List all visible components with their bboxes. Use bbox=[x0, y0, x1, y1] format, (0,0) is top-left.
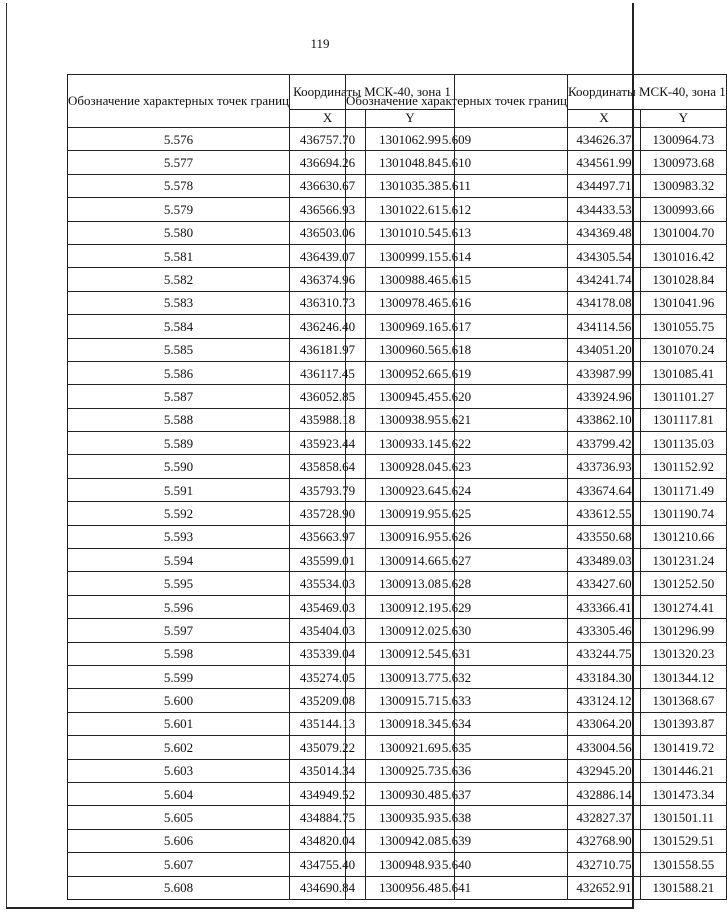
point-id-cell: 5.614 bbox=[346, 244, 568, 267]
point-id-cell: 5.638 bbox=[346, 806, 568, 829]
point-id-cell: 5.623 bbox=[346, 455, 568, 478]
x-coordinate-cell: 435923.44 bbox=[290, 432, 366, 455]
x-coordinate-cell: 433550.68 bbox=[568, 525, 641, 548]
y-coordinate-cell: 1300978.46 bbox=[366, 291, 455, 314]
x-coordinate-cell: 436052.85 bbox=[290, 385, 366, 408]
y-coordinate-cell: 1301501.11 bbox=[640, 806, 726, 829]
y-coordinate-cell: 1301446.21 bbox=[640, 759, 726, 782]
x-coordinate-cell: 436757.70 bbox=[290, 128, 366, 151]
point-id-cell: 5.593 bbox=[68, 525, 290, 548]
x-coordinate-cell: 435144.13 bbox=[290, 712, 366, 735]
table-row bbox=[346, 619, 727, 642]
table-row bbox=[346, 268, 727, 291]
x-coordinate-cell: 435663.97 bbox=[290, 525, 366, 548]
point-id-cell: 5.590 bbox=[68, 455, 290, 478]
point-id-cell: 5.604 bbox=[68, 782, 290, 805]
y-coordinate-cell: 1301210.66 bbox=[640, 525, 726, 548]
x-coordinate-cell: 435988.18 bbox=[290, 408, 366, 431]
y-coordinate-cell: 1300923.64 bbox=[366, 478, 455, 501]
y-coordinate-cell: 1300918.34 bbox=[366, 712, 455, 735]
x-coordinate-cell: 433489.03 bbox=[568, 549, 641, 572]
x-coordinate-cell: 432827.37 bbox=[568, 806, 641, 829]
y-coordinate-cell: 1300915.71 bbox=[366, 689, 455, 712]
x-coordinate-cell: 432652.91 bbox=[568, 876, 641, 899]
y-coordinate-cell: 1300973.68 bbox=[640, 151, 726, 174]
point-id-cell: 5.584 bbox=[68, 315, 290, 338]
y-coordinate-cell: 1301041.96 bbox=[640, 291, 726, 314]
x-coordinate-cell: 435793.79 bbox=[290, 478, 366, 501]
designation-header: Обозначение характерных точек границ bbox=[68, 75, 290, 128]
point-id-cell: 5.632 bbox=[346, 665, 568, 688]
x-coordinate-cell: 432768.90 bbox=[568, 829, 641, 852]
y-coordinate-cell: 1300933.14 bbox=[366, 432, 455, 455]
y-coordinate-cell: 1301393.87 bbox=[640, 712, 726, 735]
x-coordinate-cell: 432945.20 bbox=[568, 759, 641, 782]
point-id-cell: 5.580 bbox=[68, 221, 290, 244]
x-coordinate-cell: 433862.10 bbox=[568, 408, 641, 431]
x-coordinate-cell: 433799.42 bbox=[568, 432, 641, 455]
y-coordinate-cell: 1301588.21 bbox=[640, 876, 726, 899]
x-coordinate-cell: 435079.22 bbox=[290, 736, 366, 759]
point-id-cell: 5.589 bbox=[68, 432, 290, 455]
y-coordinate-cell: 1300912.02 bbox=[366, 619, 455, 642]
point-id-cell: 5.621 bbox=[346, 408, 568, 431]
x-coordinate-cell: 435534.03 bbox=[290, 572, 366, 595]
x-coordinate-cell: 433612.55 bbox=[568, 502, 641, 525]
table-row bbox=[346, 244, 727, 267]
x-coordinate-cell: 433244.75 bbox=[568, 642, 641, 665]
y-coordinate-cell: 1301344.12 bbox=[640, 665, 726, 688]
y-coordinate-cell: 1301419.72 bbox=[640, 736, 726, 759]
y-coordinate-cell: 1301028.84 bbox=[640, 268, 726, 291]
point-id-cell: 5.578 bbox=[68, 174, 290, 197]
point-id-cell: 5.641 bbox=[346, 876, 568, 899]
y-coordinate-cell: 1300999.15 bbox=[366, 244, 455, 267]
point-id-cell: 5.583 bbox=[68, 291, 290, 314]
point-id-cell: 5.599 bbox=[68, 665, 290, 688]
y-column-header: Y bbox=[640, 110, 726, 128]
x-coordinate-cell: 436117.45 bbox=[290, 361, 366, 384]
point-id-cell: 5.587 bbox=[68, 385, 290, 408]
coordinates-header: Координаты МСК-40, зона 1 bbox=[290, 75, 455, 110]
point-id-cell: 5.582 bbox=[68, 268, 290, 291]
x-coordinate-cell: 436694.26 bbox=[290, 151, 366, 174]
table-row bbox=[346, 291, 727, 314]
x-coordinate-cell: 434051.20 bbox=[568, 338, 641, 361]
x-coordinate-cell: 435404.03 bbox=[290, 619, 366, 642]
y-coordinate-cell: 1301296.99 bbox=[640, 619, 726, 642]
y-coordinate-cell: 1300969.16 bbox=[366, 315, 455, 338]
table-row bbox=[346, 525, 727, 548]
point-id-cell: 5.610 bbox=[346, 151, 568, 174]
point-id-cell: 5.640 bbox=[346, 853, 568, 876]
y-coordinate-cell: 1300921.69 bbox=[366, 736, 455, 759]
point-id-cell: 5.607 bbox=[68, 853, 290, 876]
point-id-cell: 5.600 bbox=[68, 689, 290, 712]
x-coordinate-cell: 435599.01 bbox=[290, 549, 366, 572]
y-coordinate-cell: 1301558.55 bbox=[640, 853, 726, 876]
y-coordinate-cell: 1301152.92 bbox=[640, 455, 726, 478]
table-row bbox=[346, 595, 727, 618]
table-row bbox=[346, 361, 727, 384]
x-coordinate-cell: 434433.53 bbox=[568, 198, 641, 221]
x-coordinate-cell: 434755.40 bbox=[290, 853, 366, 876]
table-row bbox=[346, 408, 727, 431]
x-coordinate-cell: 435274.05 bbox=[290, 665, 366, 688]
designation-header: Обозначение характерных точек границ bbox=[346, 75, 568, 128]
y-coordinate-cell: 1300988.46 bbox=[366, 268, 455, 291]
x-coordinate-cell: 433736.93 bbox=[568, 455, 641, 478]
point-id-cell: 5.620 bbox=[346, 385, 568, 408]
table-body bbox=[346, 128, 727, 900]
y-coordinate-cell: 1300942.08 bbox=[366, 829, 455, 852]
table-row bbox=[346, 759, 727, 782]
x-coordinate-cell: 435339.04 bbox=[290, 642, 366, 665]
point-id-cell: 5.594 bbox=[68, 549, 290, 572]
x-coordinate-cell: 433427.60 bbox=[568, 572, 641, 595]
table-row bbox=[346, 128, 727, 151]
x-coordinate-cell: 435209.08 bbox=[290, 689, 366, 712]
coordinates-table-right bbox=[345, 74, 727, 900]
y-coordinate-cell: 1300912.19 bbox=[366, 595, 455, 618]
point-id-cell: 5.603 bbox=[68, 759, 290, 782]
x-coordinate-cell: 436503.06 bbox=[290, 221, 366, 244]
y-coordinate-cell: 1300956.48 bbox=[366, 876, 455, 899]
y-column-header: Y bbox=[366, 110, 455, 128]
point-id-cell: 5.581 bbox=[68, 244, 290, 267]
y-coordinate-cell: 1301010.54 bbox=[366, 221, 455, 244]
x-coordinate-cell: 433674.64 bbox=[568, 478, 641, 501]
point-id-cell: 5.579 bbox=[68, 198, 290, 221]
y-coordinate-cell: 1301022.61 bbox=[366, 198, 455, 221]
y-coordinate-cell: 1301062.99 bbox=[366, 128, 455, 151]
y-coordinate-cell: 1301529.51 bbox=[640, 829, 726, 852]
point-id-cell: 5.636 bbox=[346, 759, 568, 782]
table-row bbox=[346, 174, 727, 197]
table-row bbox=[346, 736, 727, 759]
point-id-cell: 5.629 bbox=[346, 595, 568, 618]
y-coordinate-cell: 1300913.08 bbox=[366, 572, 455, 595]
y-coordinate-cell: 1301320.23 bbox=[640, 642, 726, 665]
y-coordinate-cell: 1301016.42 bbox=[640, 244, 726, 267]
table-row bbox=[346, 665, 727, 688]
table-row bbox=[346, 315, 727, 338]
x-coordinate-cell: 434820.04 bbox=[290, 829, 366, 852]
point-id-cell: 5.618 bbox=[346, 338, 568, 361]
table-row bbox=[346, 198, 727, 221]
y-coordinate-cell: 1300935.93 bbox=[366, 806, 455, 829]
point-id-cell: 5.617 bbox=[346, 315, 568, 338]
point-id-cell: 5.585 bbox=[68, 338, 290, 361]
y-coordinate-cell: 1300993.66 bbox=[640, 198, 726, 221]
point-id-cell: 5.598 bbox=[68, 642, 290, 665]
point-id-cell: 5.586 bbox=[68, 361, 290, 384]
y-coordinate-cell: 1300912.54 bbox=[366, 642, 455, 665]
point-id-cell: 5.627 bbox=[346, 549, 568, 572]
point-id-cell: 5.619 bbox=[346, 361, 568, 384]
point-id-cell: 5.624 bbox=[346, 478, 568, 501]
table-row bbox=[346, 782, 727, 805]
x-coordinate-cell: 433924.96 bbox=[568, 385, 641, 408]
y-coordinate-cell: 1301135.03 bbox=[640, 432, 726, 455]
point-id-cell: 5.605 bbox=[68, 806, 290, 829]
table-row bbox=[346, 829, 727, 852]
table-row bbox=[346, 455, 727, 478]
x-column-header: X bbox=[568, 110, 641, 128]
point-id-cell: 5.626 bbox=[346, 525, 568, 548]
point-id-cell: 5.628 bbox=[346, 572, 568, 595]
y-coordinate-cell: 1301085.41 bbox=[640, 361, 726, 384]
point-id-cell: 5.613 bbox=[346, 221, 568, 244]
y-coordinate-cell: 1300914.66 bbox=[366, 549, 455, 572]
point-id-cell: 5.631 bbox=[346, 642, 568, 665]
coordinates-header: Координаты МСК-40, зона 1 bbox=[568, 75, 727, 110]
point-id-cell: 5.602 bbox=[68, 736, 290, 759]
x-column-header: X bbox=[290, 110, 366, 128]
x-coordinate-cell: 436181.97 bbox=[290, 338, 366, 361]
point-id-cell: 5.576 bbox=[68, 128, 290, 151]
y-coordinate-cell: 1301048.84 bbox=[366, 151, 455, 174]
page-number: 119 bbox=[310, 36, 330, 51]
x-coordinate-cell: 434561.99 bbox=[568, 151, 641, 174]
y-coordinate-cell: 1300952.66 bbox=[366, 361, 455, 384]
table-row bbox=[346, 151, 727, 174]
x-coordinate-cell: 434884.75 bbox=[290, 806, 366, 829]
point-id-cell: 5.611 bbox=[346, 174, 568, 197]
point-id-cell: 5.634 bbox=[346, 712, 568, 735]
point-id-cell: 5.592 bbox=[68, 502, 290, 525]
y-coordinate-cell: 1300919.95 bbox=[366, 502, 455, 525]
x-coordinate-cell: 433305.46 bbox=[568, 619, 641, 642]
x-coordinate-cell: 436566.93 bbox=[290, 198, 366, 221]
point-id-cell: 5.606 bbox=[68, 829, 290, 852]
point-id-cell: 5.601 bbox=[68, 712, 290, 735]
x-coordinate-cell: 432886.14 bbox=[568, 782, 641, 805]
y-coordinate-cell: 1301190.74 bbox=[640, 502, 726, 525]
x-coordinate-cell: 434114.56 bbox=[568, 315, 641, 338]
point-id-cell: 5.612 bbox=[346, 198, 568, 221]
y-coordinate-cell: 1301055.75 bbox=[640, 315, 726, 338]
x-coordinate-cell: 435728.90 bbox=[290, 502, 366, 525]
y-coordinate-cell: 1300913.77 bbox=[366, 665, 455, 688]
point-id-cell: 5.608 bbox=[68, 876, 290, 899]
point-id-cell: 5.639 bbox=[346, 829, 568, 852]
point-id-cell: 5.630 bbox=[346, 619, 568, 642]
table-row bbox=[346, 642, 727, 665]
y-coordinate-cell: 1301274.41 bbox=[640, 595, 726, 618]
table-row bbox=[346, 689, 727, 712]
table-row bbox=[346, 385, 727, 408]
x-coordinate-cell: 433184.30 bbox=[568, 665, 641, 688]
table-row bbox=[346, 338, 727, 361]
y-coordinate-cell: 1300945.45 bbox=[366, 385, 455, 408]
y-coordinate-cell: 1301171.49 bbox=[640, 478, 726, 501]
y-coordinate-cell: 1300930.48 bbox=[366, 782, 455, 805]
point-id-cell: 5.615 bbox=[346, 268, 568, 291]
x-coordinate-cell: 432710.75 bbox=[568, 853, 641, 876]
x-coordinate-cell: 434305.54 bbox=[568, 244, 641, 267]
y-coordinate-cell: 1301101.27 bbox=[640, 385, 726, 408]
x-coordinate-cell: 433064.20 bbox=[568, 712, 641, 735]
y-coordinate-cell: 1300925.73 bbox=[366, 759, 455, 782]
y-coordinate-cell: 1300916.95 bbox=[366, 525, 455, 548]
x-coordinate-cell: 434626.37 bbox=[568, 128, 641, 151]
y-coordinate-cell: 1300983.32 bbox=[640, 174, 726, 197]
point-id-cell: 5.633 bbox=[346, 689, 568, 712]
point-id-cell: 5.637 bbox=[346, 782, 568, 805]
x-coordinate-cell: 433004.56 bbox=[568, 736, 641, 759]
x-coordinate-cell: 436630.67 bbox=[290, 174, 366, 197]
x-coordinate-cell: 435469.03 bbox=[290, 595, 366, 618]
y-coordinate-cell: 1300964.73 bbox=[640, 128, 726, 151]
table-row bbox=[346, 432, 727, 455]
x-coordinate-cell: 436439.07 bbox=[290, 244, 366, 267]
x-coordinate-cell: 433987.99 bbox=[568, 361, 641, 384]
point-id-cell: 5.591 bbox=[68, 478, 290, 501]
table-row bbox=[346, 221, 727, 244]
y-coordinate-cell: 1301070.24 bbox=[640, 338, 726, 361]
point-id-cell: 5.609 bbox=[346, 128, 568, 151]
table-row bbox=[346, 853, 727, 876]
point-id-cell: 5.635 bbox=[346, 736, 568, 759]
y-coordinate-cell: 1301231.24 bbox=[640, 549, 726, 572]
y-coordinate-cell: 1300928.04 bbox=[366, 455, 455, 478]
point-id-cell: 5.597 bbox=[68, 619, 290, 642]
x-coordinate-cell: 434949.52 bbox=[290, 782, 366, 805]
x-coordinate-cell: 435858.64 bbox=[290, 455, 366, 478]
table-row bbox=[346, 572, 727, 595]
y-coordinate-cell: 1301117.81 bbox=[640, 408, 726, 431]
x-coordinate-cell: 436310.73 bbox=[290, 291, 366, 314]
y-coordinate-cell: 1300948.93 bbox=[366, 853, 455, 876]
table-row bbox=[346, 549, 727, 572]
point-id-cell: 5.577 bbox=[68, 151, 290, 174]
point-id-cell: 5.588 bbox=[68, 408, 290, 431]
y-coordinate-cell: 1300938.95 bbox=[366, 408, 455, 431]
x-coordinate-cell: 433124.12 bbox=[568, 689, 641, 712]
x-coordinate-cell: 434178.08 bbox=[568, 291, 641, 314]
y-coordinate-cell: 1301368.67 bbox=[640, 689, 726, 712]
x-coordinate-cell: 436374.96 bbox=[290, 268, 366, 291]
point-id-cell: 5.625 bbox=[346, 502, 568, 525]
y-coordinate-cell: 1301004.70 bbox=[640, 221, 726, 244]
x-coordinate-cell: 436246.40 bbox=[290, 315, 366, 338]
x-coordinate-cell: 434369.48 bbox=[568, 221, 641, 244]
point-id-cell: 5.622 bbox=[346, 432, 568, 455]
point-id-cell: 5.616 bbox=[346, 291, 568, 314]
x-coordinate-cell: 433366.41 bbox=[568, 595, 641, 618]
table-row bbox=[346, 478, 727, 501]
y-coordinate-cell: 1300960.56 bbox=[366, 338, 455, 361]
table-row bbox=[346, 876, 727, 899]
x-coordinate-cell: 435014.34 bbox=[290, 759, 366, 782]
point-id-cell: 5.595 bbox=[68, 572, 290, 595]
y-coordinate-cell: 1301035.38 bbox=[366, 174, 455, 197]
table-row bbox=[346, 712, 727, 735]
x-coordinate-cell: 434241.74 bbox=[568, 268, 641, 291]
table-row bbox=[346, 806, 727, 829]
point-id-cell: 5.596 bbox=[68, 595, 290, 618]
table-row bbox=[346, 502, 727, 525]
x-coordinate-cell: 434497.71 bbox=[568, 174, 641, 197]
y-coordinate-cell: 1301473.34 bbox=[640, 782, 726, 805]
y-coordinate-cell: 1301252.50 bbox=[640, 572, 726, 595]
x-coordinate-cell: 434690.84 bbox=[290, 876, 366, 899]
